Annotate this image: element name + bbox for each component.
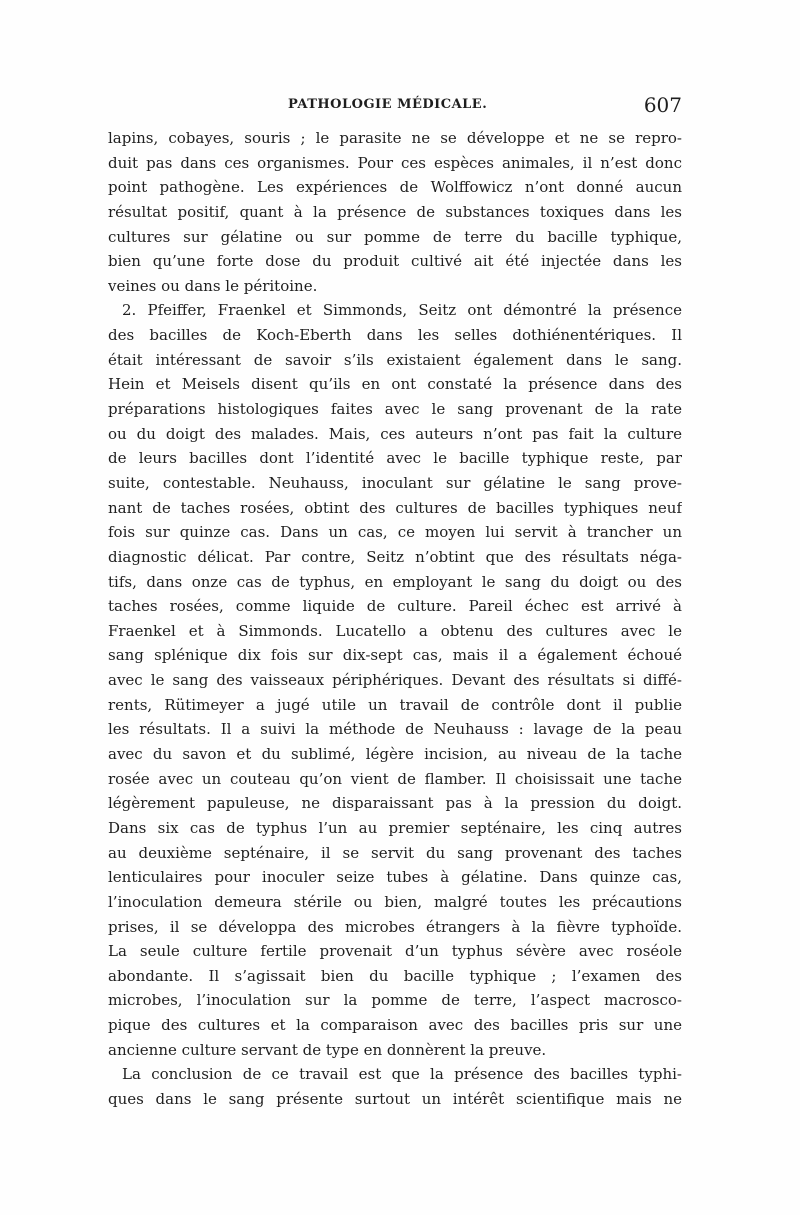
text-line: rents, Rütimeyer a jugé utile un travail de contrôle dont il publie <box>108 695 682 714</box>
body-text <box>108 126 682 1112</box>
text-line: était intéressant de savoir s’ils existaient également dans le sang. <box>108 350 682 369</box>
text-line: La seule culture fertile provenait d’un typhus sévère avec roséole <box>108 942 682 961</box>
text-line: au deuxième septénaire, il se servit du sang provenant des taches <box>108 843 682 862</box>
text-line: lenticulaires pour inoculer seize tubes à gélatine. Dans quinze cas, <box>108 868 682 887</box>
paragraph-start-line: La conclusion de ce travail est que la présence des bacilles typhi- <box>122 1065 682 1084</box>
text-line: tifs, dans onze cas de typhus, en employant le sang du doigt ou des <box>108 572 682 591</box>
text-line: sang splénique dix fois sur dix-sept cas, mais il a également échoué <box>108 646 682 665</box>
text-line: ancienne culture servant de type en donnèrent la preuve. <box>108 1040 547 1059</box>
text-line: Dans six cas de typhus l’un au premier septénaire, les cinq autres <box>108 818 682 837</box>
text-line: ques dans le sang présente surtout un intérêt scientifique mais ne <box>108 1089 682 1108</box>
text-line: suite, contestable. Neuhauss, inoculant sur gélatine le sang prove- <box>108 473 682 492</box>
text-line: point pathogène. Les expériences de Wolffowicz n’ont donné aucun <box>108 178 682 197</box>
page-header <box>108 93 682 117</box>
text-line: Hein et Meisels disent qu’ils en ont constaté la présence dans des <box>108 375 682 394</box>
text-line: bien qu’une forte dose du produit cultivé ait été injectée dans les <box>108 252 682 271</box>
text-line: rosée avec un couteau qu’on vient de flamber. Il choisissait une tache <box>108 769 682 788</box>
text-line: prises, il se développa des microbes étrangers à la fièvre typhoïde. <box>108 917 682 936</box>
text-line: pique des cultures et la comparaison avec des bacilles pris sur une <box>108 1016 682 1035</box>
text-line: Fraenkel et à Simmonds. Lucatello a obtenu des cultures avec le <box>108 621 682 640</box>
text-line: taches rosées, comme liquide de culture. Pareil échec est arrivé à <box>108 597 682 616</box>
text-line: ou du doigt des malades. Mais, ces auteurs n’ont pas fait la culture <box>108 424 682 443</box>
text-line: l’inoculation demeura stérile ou bien, malgré toutes les précautions <box>108 892 682 911</box>
text-line: cultures sur gélatine ou sur pomme de terre du bacille typhique, <box>108 227 682 246</box>
text-line: lapins, cobayes, souris ; le parasite ne se développe et ne se repro- <box>108 129 682 147</box>
text-line: fois sur quinze cas. Dans un cas, ce moyen lui servit à trancher un <box>108 523 682 542</box>
text-line: de leurs bacilles dont l’identité avec le bacille typhique reste, par <box>108 449 682 468</box>
text-line: avec du savon et du sublimé, légère incision, au niveau de la tache <box>108 745 682 764</box>
text-line: résultat positif, quant à la présence de substances toxiques dans les <box>108 202 682 221</box>
text-line: des bacilles de Koch-Eberth dans les selles dothiénentériques. Il <box>108 326 682 345</box>
text-line: préparations histologiques faites avec le sang provenant de la rate <box>108 400 682 419</box>
text-line: abondante. Il s’agissait bien du bacille typhique ; l’examen des <box>108 966 682 985</box>
text-line: légèrement papuleuse, ne disparaissant pas à la pression du doigt. <box>108 794 682 813</box>
paragraph-start-line: 2. Pfeiffer, Fraenkel et Simmonds, Seitz ont démontré la présence <box>122 301 682 320</box>
running-title: PATHOLOGIE MÉDICALE. <box>288 97 488 112</box>
text-line: microbes, l’inoculation sur la pomme de terre, l’aspect macrosco- <box>108 991 682 1010</box>
text-line: les résultats. Il a suivi la méthode de Neuhauss : lavage de la peau <box>108 720 682 739</box>
text-line: avec le sang des vaisseaux périphériques. Devant des résultats si diffé- <box>108 671 682 690</box>
text-line: diagnostic délicat. Par contre, Seitz n’obtint que des résultats néga- <box>108 547 682 566</box>
text-line: veines ou dans le péritoine. <box>108 276 318 295</box>
text-line: nant de taches rosées, obtint des cultures de bacilles typhiques neuf <box>108 498 682 517</box>
text-line: duit pas dans ces organismes. Pour ces espèces animales, il n’est donc <box>108 153 682 172</box>
page-number: 607 <box>643 93 682 117</box>
